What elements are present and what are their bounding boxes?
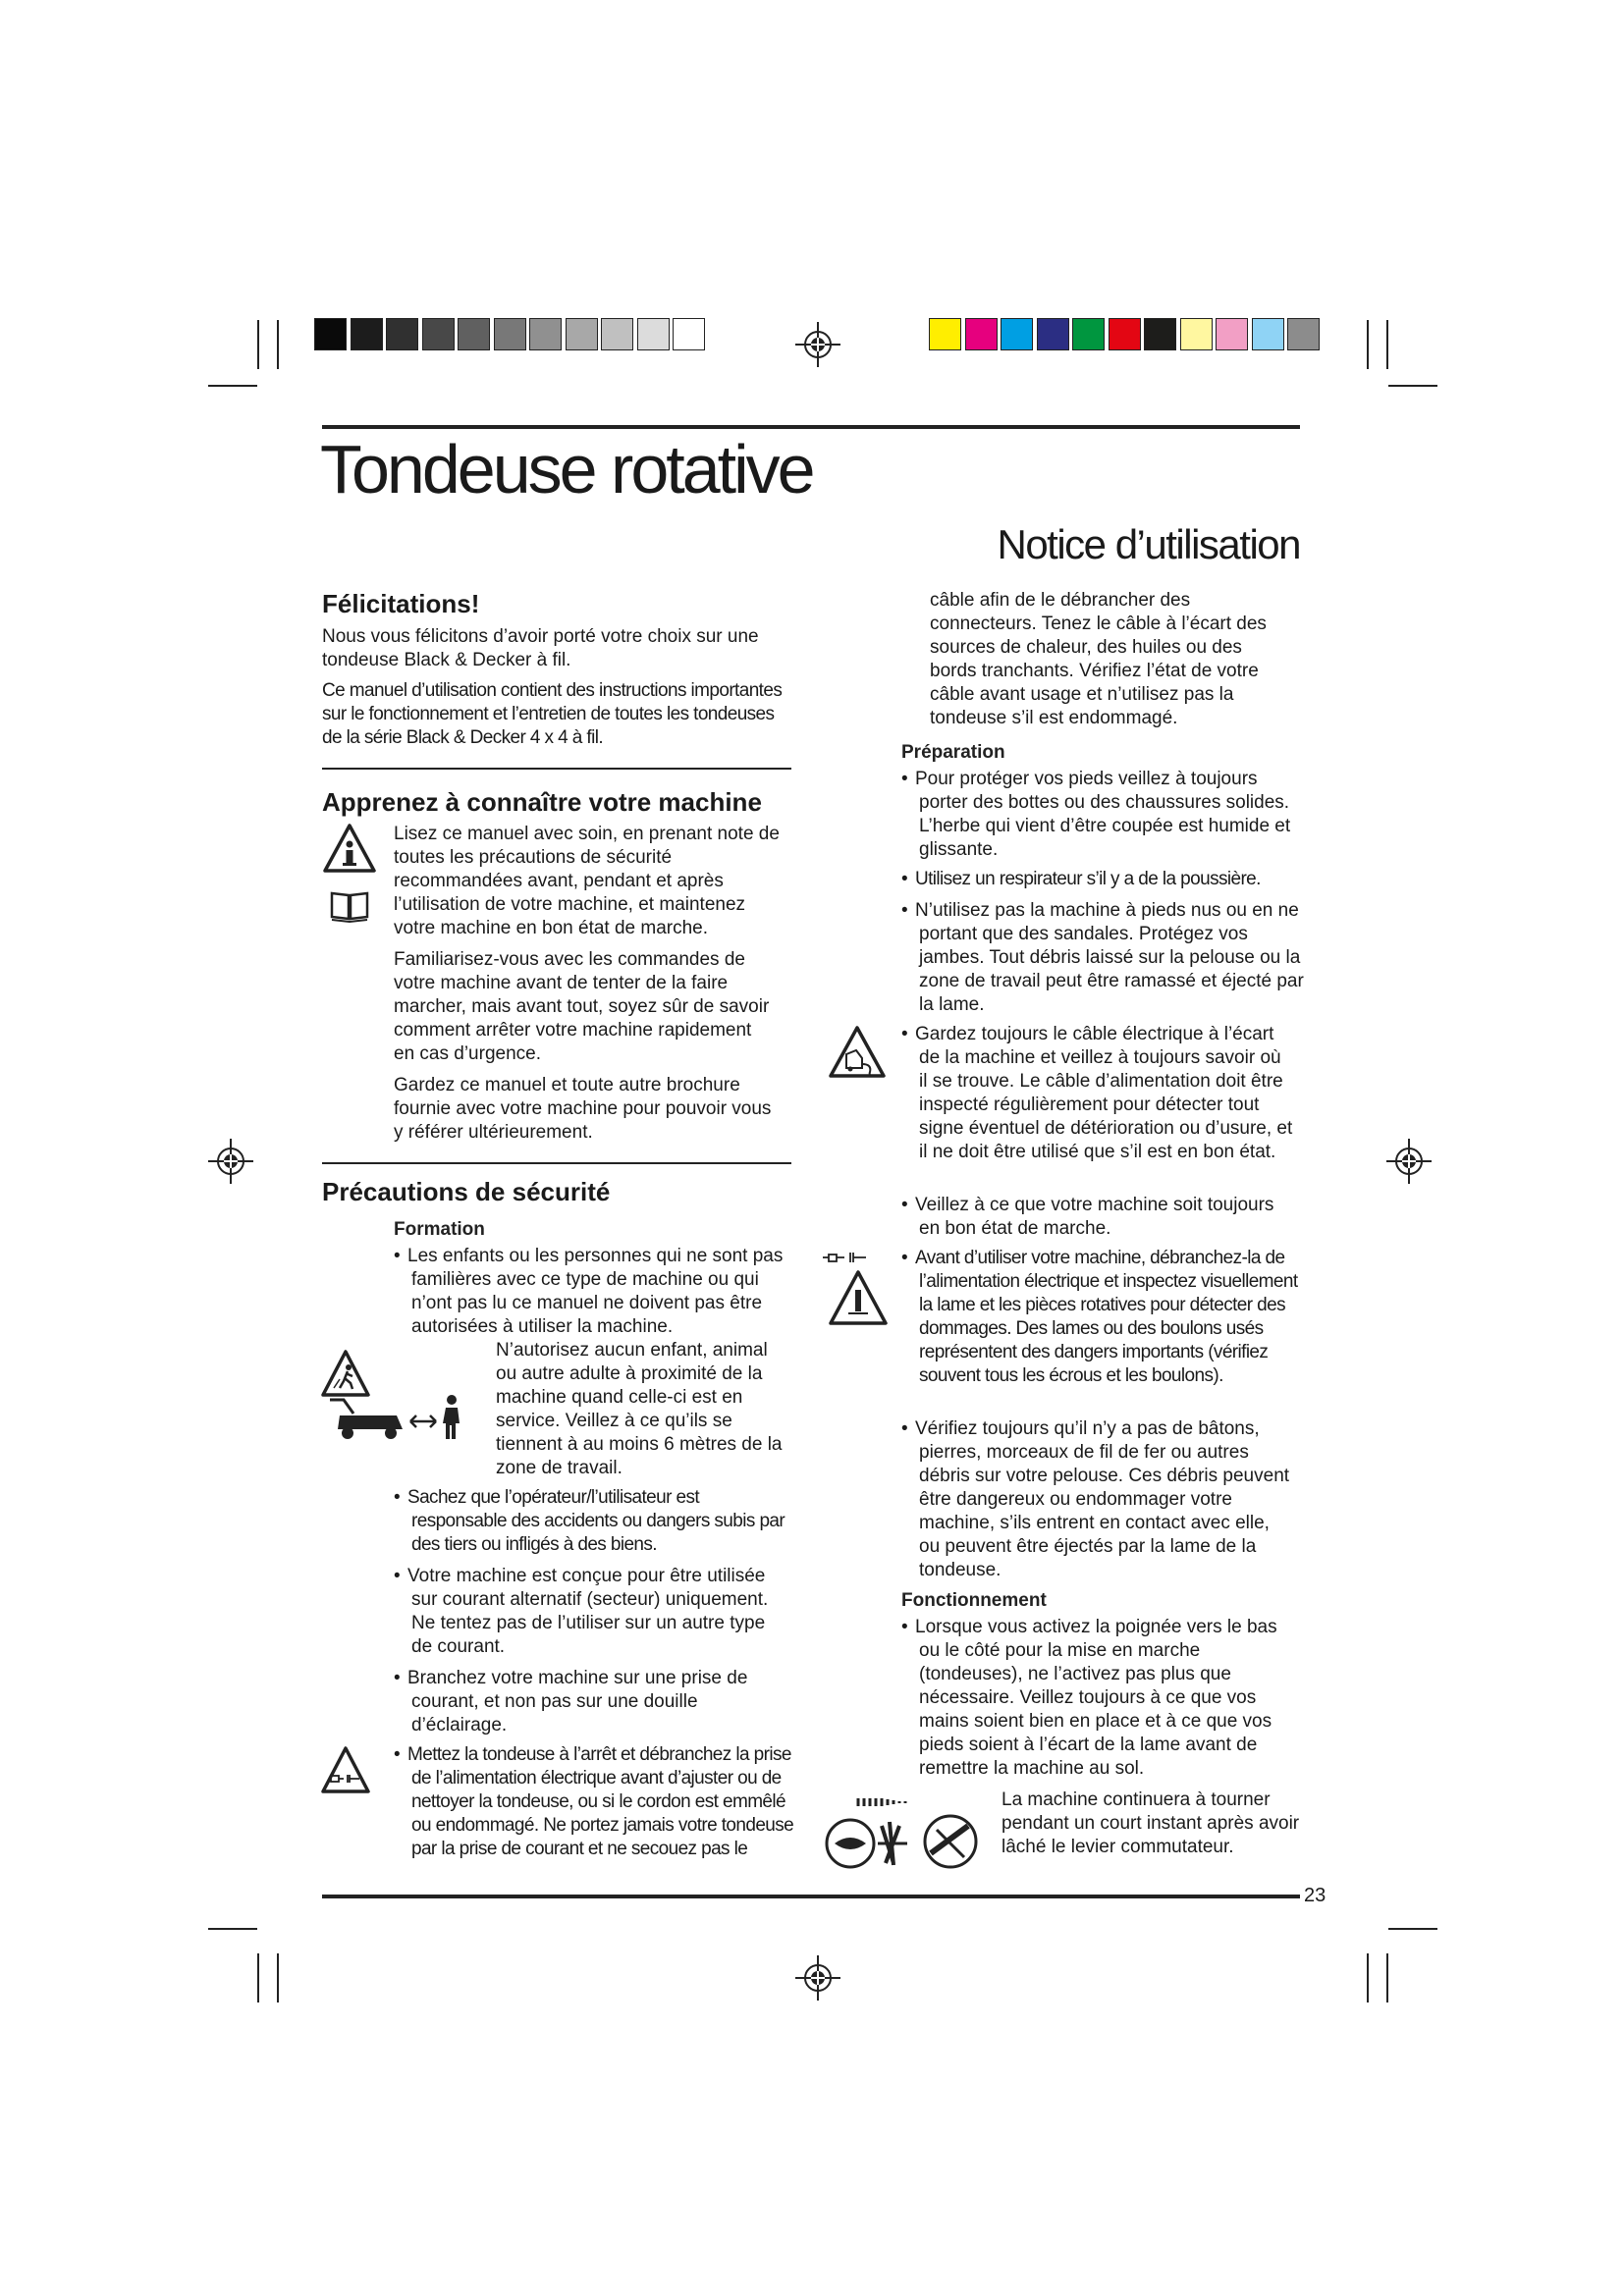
gray-swatch [494,318,526,350]
felicitations-p1: Nous vous félicitons d’avoir porté votre choix sur une tondeuse Black & Decker à fil. [322,626,759,670]
preparation-bullet-2: • Utilisez un respirateur s’il y a de la poussière. [901,869,1261,889]
children-hazard-icon [320,1349,371,1398]
gray-swatch [314,318,347,350]
preparation-bullet-4: • Gardez toujours le câble électrique à l’écart de la machine et veillez à toujours savoir où il se trouve. Le câble d’alimentation doit être inspecté régulièrement pour détecter tout signe éventuel de détérioration ou d’usure, et il ne doit être utilisé que s’il est en bon état. [901,1024,1293,1162]
children-note: N’autorisez aucun enfant, animal ou autre adulte à proximité de la machine quand celle-ci est en service. Veillez à ce qu’ils se tiennent à au moins 6 mètres de la zone de travail. [496,1340,783,1478]
cable-hazard-icon [827,1025,888,1080]
fonctionnement-bullet-1: • Lorsque vous activez la poignée vers le bas ou le côté pour la mise en marche (tondeuses), ne l’activez pas plus que nécessaire. Veillez toujours à ce que vos mains soient bien en place et à ce que vos pieds soient à l’écart de la lame avant de remettre la machine au sol. [901,1617,1277,1779]
registration-mark-icon [208,1139,253,1184]
preparation-label: Préparation [901,742,1005,763]
preparation-bullet-3: • N’utilisez pas la machine à pieds nus ou en ne portant que des sandales. Protégez vos jambes. Tout débris laissé sur la pelouse ou la zone de travail peut être ramassé et éjecté par la lame. [901,900,1304,1015]
unplug-inspect-icon [823,1247,893,1329]
color-swatch [1252,318,1284,350]
gray-swatch [673,318,705,350]
preparation-bullet-1: • Pour protéger vos pieds veillez à toujours porter des bottes ou des chaussures solides. L’herbe qui vient d’être coupée est humide et glissante. [901,769,1291,860]
preparation-bullet-6: • Avant d’utiliser votre machine, débranchez-la de l’alimentation électrique et inspectez visuellement la lame et les pièces rotatives pour détecter des dommages. Des lames ou des boulons usés représentent des dangers importants (vérifiez souvent tous les écrous et les boulons). [901,1248,1298,1386]
precautions-heading: Précautions de sécurité [322,1177,611,1206]
color-swatch [1180,318,1213,350]
gray-swatch [566,318,598,350]
registration-mark-icon [795,1955,840,2001]
section-divider [322,1162,791,1164]
felicitations-heading: Félicitations! [322,589,480,618]
warning-info-icon [322,823,377,874]
color-swatch [1001,318,1033,350]
preparation-bullet-5: • Veillez à ce que votre machine soit toujours en bon état de marche. [901,1195,1274,1239]
color-swatch [1216,318,1248,350]
preparation-bullet-7: • Vérifiez toujours qu’il n’y a pas de bâtons, pierres, morceaux de fil de fer ou autres débris sur votre pelouse. Ces débris peuvent être dangereux ou endommager votre machine, s’ils entrent en contact avec elle, ou peuvent être éjectés par la lame de la tondeuse. [901,1418,1290,1580]
section-divider [322,768,791,770]
formation-bullet-5: • Mettez la tondeuse à l’arrêt et débranchez la prise de l’alimentation électrique avant d’ajuster ou de nettoyer la tondeuse, ou si le cordon est emmêlé ou endommagé. Ne portez jamais votre tondeuse par la prise de courant et ne secouez pas le [394,1744,794,1859]
color-swatch [965,318,998,350]
page-title: Tondeuse rotative [320,431,813,507]
apprenez-p2: Familiarisez-vous avec les commandes de votre machine avant de tenter de la faire marcher, mais avant tout, soyez sûr de savoir comment arrêter votre machine rapidement en cas d’urgence. [394,949,770,1064]
registration-mark-icon [795,322,840,367]
color-swatch [1144,318,1176,350]
rotating-blade-icon [825,1792,986,1873]
fonctionnement-label: Fonctionnement [901,1590,1047,1611]
color-swatch [1072,318,1105,350]
book-icon [330,889,369,923]
apprenez-heading: Apprenez à connaître votre machine [322,787,762,817]
header-top-rule [322,425,1300,429]
color-swatch [929,318,961,350]
formation-bullet-1: • Les enfants ou les personnes qui ne sont pas familières avec ce type de machine ou qui n’ont pas lu ce manuel ne doivent pas être autorisées à utiliser la machine. [394,1246,784,1337]
gray-swatch [529,318,562,350]
unplug-warning-icon [320,1745,371,1794]
gray-swatch [386,318,418,350]
formation-bullet-2: • Sachez que l’opérateur/l’utilisateur est responsable des accidents ou dangers subis par des tiers ou infligés à des biens. [394,1487,785,1555]
color-swatch [1109,318,1141,350]
gray-swatch [422,318,455,350]
felicitations-p2: Ce manuel d’utilisation contient des instructions importantes sur le fonctionnement et l’entretien de toutes les tondeuses de la série Black & Decker 4 x 4 à fil. [322,680,783,748]
formation-label: Formation [394,1219,485,1240]
gray-swatch [458,318,490,350]
gray-swatch [637,318,670,350]
color-swatch [1037,318,1069,350]
formation-bullet-4: • Branchez votre machine sur une prise de courant, et non pas sur une douille d’éclairage. [394,1668,748,1735]
page-subtitle: Notice d’utilisation [997,521,1300,567]
formation-bullet-3: • Votre machine est conçue pour être utilisée sur courant alternatif (secteur) uniquement. Ne tentez pas de l’utiliser sur un autre type de courant. [394,1566,769,1657]
fonctionnement-note: La machine continuera à tourner pendant un court instant après avoir lâché le levier commutateur. [1001,1789,1300,1857]
lawnmower-distance-icon [328,1394,467,1441]
apprenez-p3: Gardez ce manuel et toute autre brochure fournie avec votre machine pour pouvoir vous y référer ultérieurement. [394,1075,772,1143]
gray-swatch [351,318,383,350]
footer-rule [322,1895,1300,1898]
cable-continuation: câble afin de le débrancher des connecteurs. Tenez le câble à l’écart des sources de chaleur, des huiles ou des bords tranchants. Vérifiez l’état de votre câble avant usage et n’utilisez pas la tondeuse s’il est endommagé. [930,590,1267,728]
page-number: 23 [1304,1885,1326,1906]
color-swatch [1287,318,1320,350]
gray-swatch [601,318,633,350]
registration-mark-icon [1386,1139,1432,1184]
apprenez-p1: Lisez ce manuel avec soin, en prenant note de toutes les précautions de sécurité recommandées avant, pendant et après l’utilisation de votre machine, et maintenez votre machine en bon état de marche. [394,824,780,938]
